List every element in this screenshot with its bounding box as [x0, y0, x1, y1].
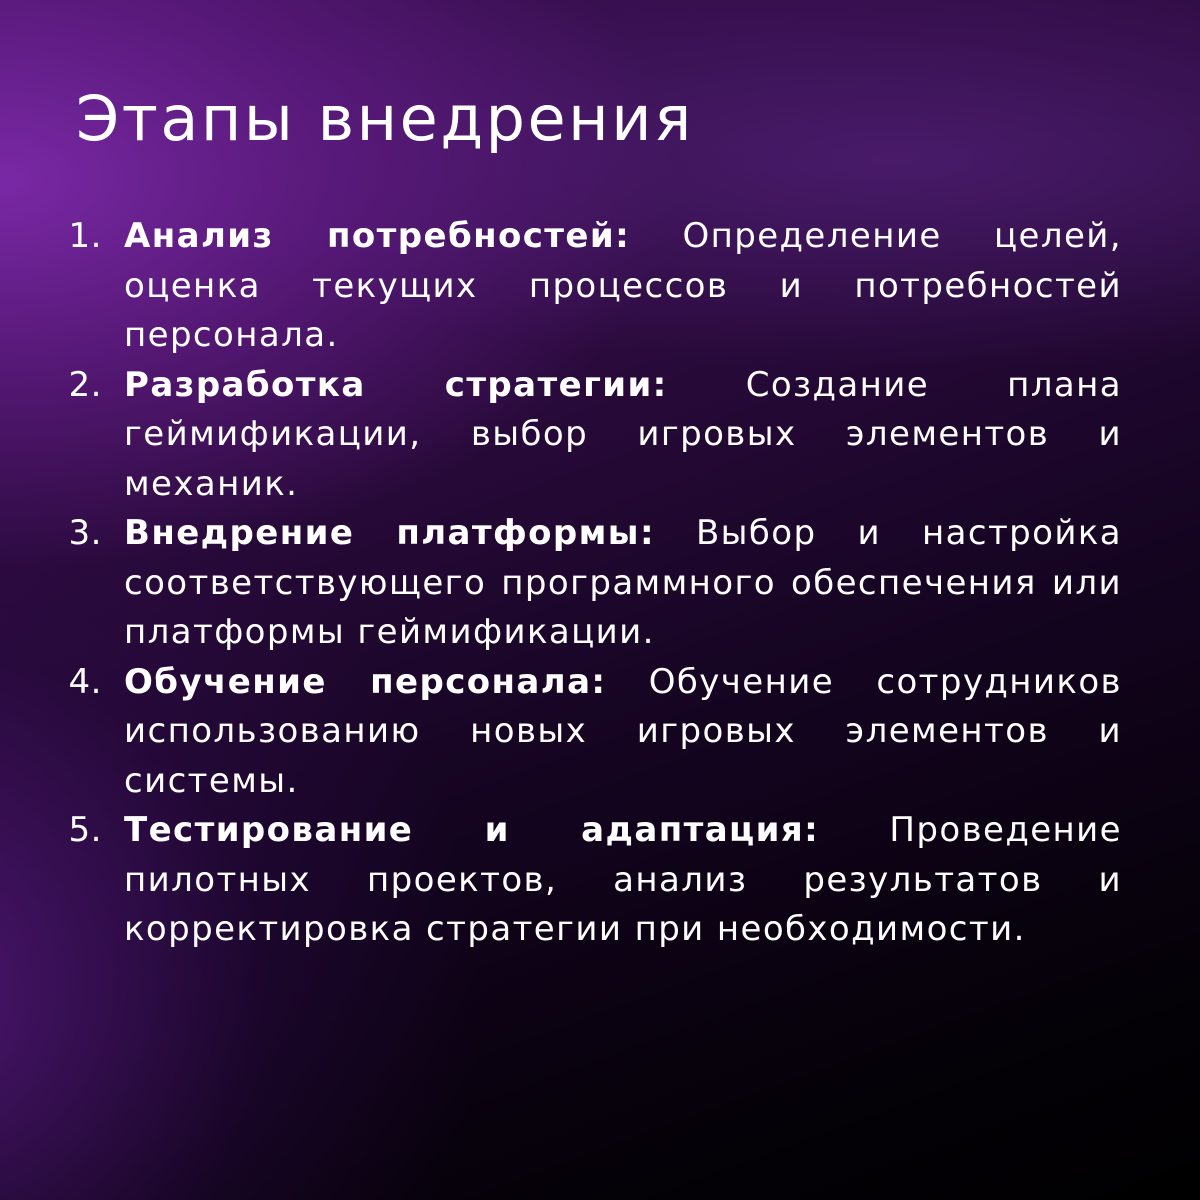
stage-description: Выбор и настройка соответствующего программного обеспечения или платформы геймификации. — [124, 513, 1122, 652]
stage-number: 3. — [68, 513, 102, 553]
stage-title: Внедрение платформы: — [124, 513, 655, 553]
stage-description: Обучение сотрудников использованию новых игровых элементов и системы. — [124, 661, 1122, 801]
stage-title: Обучение персонала: — [124, 661, 607, 702]
stages-list — [62, 212, 1122, 955]
stage-item-3 — [62, 509, 1122, 658]
stage-item-5 — [62, 806, 1122, 955]
stage-title: Разработка стратегии: — [124, 364, 668, 405]
stage-description: Проведение пилотных проектов, анализ результатов и корректировка стратегии при необходимости. — [124, 810, 1122, 949]
stage-description: Создание плана геймификации, выбор игровых элементов и механик. — [124, 364, 1122, 504]
stage-item-2 — [62, 361, 1122, 510]
stage-title: Анализ потребностей: — [124, 216, 631, 256]
stage-number: 2. — [68, 364, 102, 405]
stage-description: Определение целей, оценка текущих процессов и потребностей персонала. — [124, 216, 1123, 355]
stage-number: 1. — [68, 216, 102, 256]
stage-item-4 — [62, 658, 1122, 807]
stage-number: 4. — [68, 661, 102, 702]
stage-number: 5. — [68, 810, 102, 850]
stage-item-1 — [62, 212, 1122, 361]
stage-title: Тестирование и адаптация: — [124, 810, 820, 850]
page-title: Этапы внедрения — [76, 82, 694, 155]
